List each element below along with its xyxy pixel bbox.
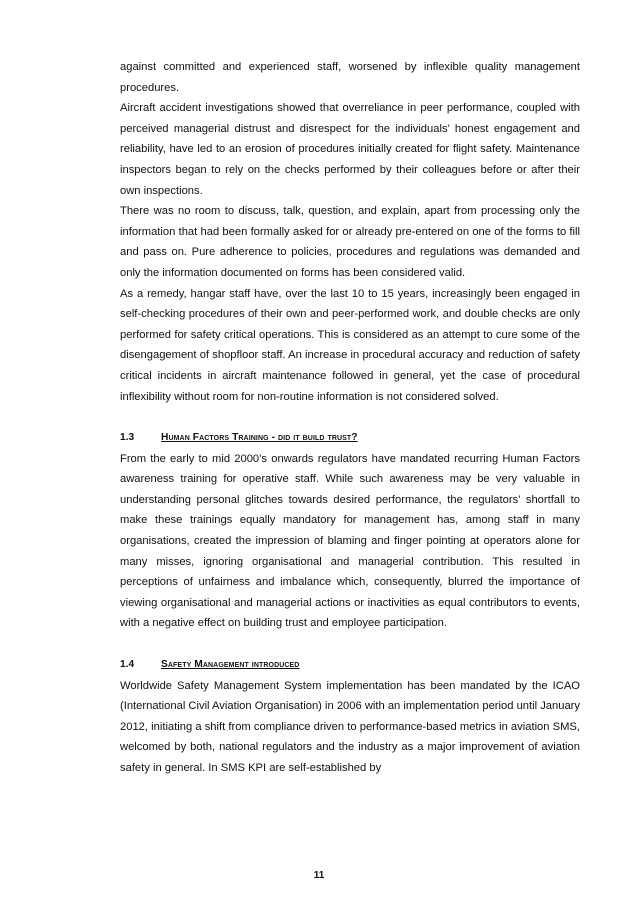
section-heading-1-3 xyxy=(120,428,580,449)
page-content xyxy=(120,57,580,779)
paragraph: Aircraft accident investigations showed that overreliance in peer performance, coupled with perceived managerial distrust and disrespect for the individuals’ honest engagement and reliability, have led to an erosion of procedures initially created for flight safety. Maintenance inspectors began to rely on the checks performed by their colleagues before or after their own inspections. xyxy=(120,102,580,197)
paragraph: There was no room to discuss, talk, question, and explain, apart from processing only the information that had been formally asked for or already pre-entered on one of the forms to fill and pass on. Pure adherence to policies, procedures and regulations was demanded and only the information documented on forms has been considered valid. xyxy=(120,205,580,279)
paragraph: As a remedy, hangar staff have, over the last 10 to 15 years, increasingly been engaged in self-checking procedures of their own and peer-performed work, and double checks are only performed for safety critical operations. This is considered as an attempt to cure some of the disengagement of shopfloor staff. An increase in procedural accuracy and reduction of safety critical incidents in aircraft maintenance followed in general, yet the case of procedural inflexibility without room for non-routine information is not considered solved. xyxy=(120,287,580,403)
section-body: From the early to mid 2000’s onwards regulators have mandated recurring Human Factors awareness training for operative staff. While such awareness may be very valuable in understanding personal glitches towards desired performance, the regulators’ shortfall to make these trainings equally mandatory for management has, among staff in many organisations, created the impression of blaming and finger pointing at operators alone for many misses, ignoring organisational and managerial contribution. This resulted in perceptions of unfairness and imbalance which, consequently, blurred the importance of viewing organisational and managerial actions or inactivities as equal contributors to events, with a negative effect on building trust and employee participation. xyxy=(120,452,580,630)
section-heading-1-4 xyxy=(120,655,580,676)
page-number: 11 xyxy=(313,870,325,881)
paragraph: against committed and experienced staff, worsened by inflexible quality management procedures. xyxy=(120,61,580,94)
section-title: Human Factors Training - did it build trust? xyxy=(161,432,358,444)
section-body: Worldwide Safety Management System implementation has been mandated by the ICAO (International Civil Aviation Organisation) in 2006 with an implementation period until January 2012, initiating a shift from compliance driven to performance-based metrics in aviation SMS, welcomed by both, national regulators and the industry as a major improvement of aviation safety in general. In SMS KPI are self-established by xyxy=(120,679,580,774)
section-number: 1.4 xyxy=(120,659,135,671)
section-title: Safety Management introduced xyxy=(161,659,300,671)
section-number: 1.3 xyxy=(120,432,135,444)
